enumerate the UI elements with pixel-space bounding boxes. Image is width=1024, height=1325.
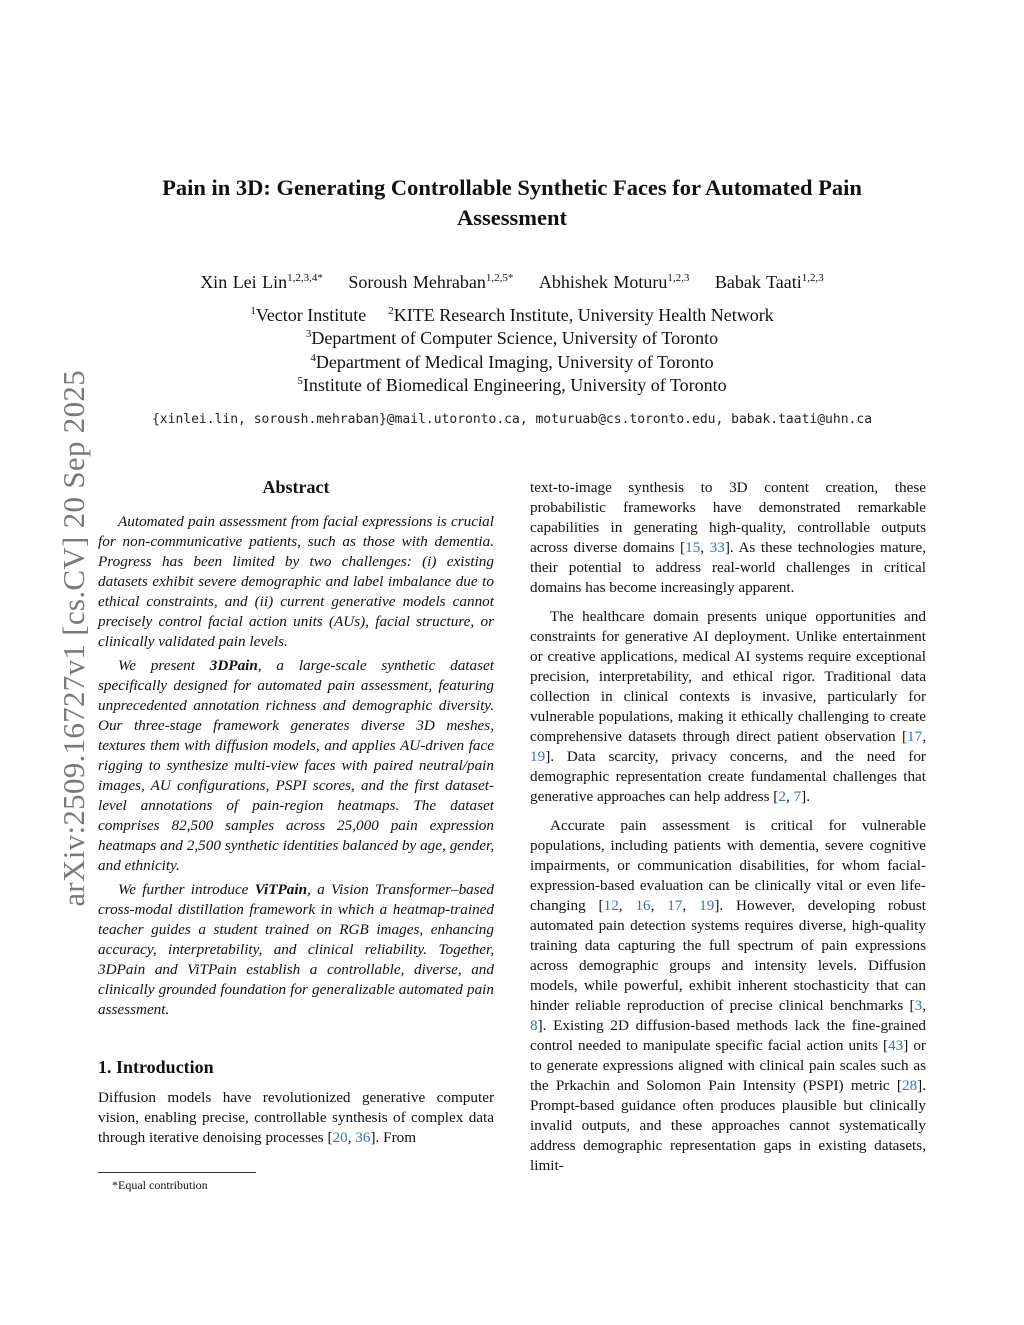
text-run: ]. From bbox=[370, 1129, 417, 1146]
text-run: , a large-scale synthetic dataset specifically designed for automated pain assessment, featuring unprecedented annotation richness and demographic diversity. Our three-stage framework generates diverse 3D meshes, textures them with diffusion models, and applies AU-driven face rigging to synthesize multi-view faces with paired neutral/pain images, AU configurations, PSPI scores, and the first dataset-level annotations of pain-region heatmaps. The dataset comprises 82,500 samples across 25,000 pain expression heatmaps and 2,500 synthetic identities balanced by age, gender, and ethnicity. bbox=[98, 657, 494, 874]
text-run: , bbox=[785, 788, 794, 805]
citation-link[interactable]: 43 bbox=[888, 1037, 904, 1054]
text-run: , bbox=[618, 897, 636, 914]
citation-link[interactable]: 36 bbox=[355, 1129, 371, 1146]
citation-link[interactable]: 12 bbox=[603, 897, 619, 914]
author-name: Xin Lei Lin bbox=[200, 272, 288, 292]
left-column bbox=[98, 476, 494, 1157]
text-run: Diffusion models have revolutionized generative computer vision, enabling precise, controllable synthesis of complex data through iterative denoising processes [ bbox=[98, 1089, 494, 1146]
text-run: text-to-image synthesis to 3D content creation, these probabilistic frameworks have demonstrated remarkable capabilities in generating high-quality, controllable outputs across diverse domains [ bbox=[530, 479, 926, 556]
affiliation-line-4 bbox=[0, 374, 1024, 397]
author-affiliation-marks: 1,2,5* bbox=[485, 272, 514, 284]
author-name: Soroush Mehraban bbox=[348, 272, 486, 292]
author-name: Babak Taati bbox=[714, 272, 802, 292]
citation-link[interactable]: 8 bbox=[530, 1017, 538, 1034]
citation-link[interactable]: 2 bbox=[778, 788, 786, 805]
affiliation-1: Vector Institute bbox=[255, 305, 367, 325]
text-run: ]. Prompt-based guidance often produces plausible but clinically invalid outputs, and these approaches cannot systematically address demographic representation gaps in existing datasets, limit- bbox=[530, 1077, 926, 1174]
text-run: We further introduce bbox=[118, 881, 255, 898]
affiliation-line-2 bbox=[0, 327, 1024, 350]
method-name: ViTPain bbox=[254, 881, 308, 898]
text-run: ]. Data scarcity, privacy concerns, and the need for demographic representation create fundamental challenges that generative approaches can help address [ bbox=[530, 748, 926, 805]
author-emails: {xinlei.lin, soroush.mehraban}@mail.utoronto.ca, moturuab@cs.toronto.edu, babak.taati@uhn.ca bbox=[151, 412, 873, 427]
text-run: , bbox=[922, 728, 926, 745]
section-heading-introduction: 1. Introduction bbox=[98, 1057, 214, 1077]
citation-link[interactable]: 33 bbox=[709, 539, 725, 556]
affiliation-line-3 bbox=[0, 351, 1024, 374]
arxiv-identifier: arXiv:2509.16727v1 [cs.CV] 20 Sep 2025 bbox=[56, 370, 91, 907]
author-2 bbox=[348, 272, 513, 292]
text-run: ]. As these technologies mature, their potential to address real-world challenges in critical domains has become increasingly apparent. bbox=[530, 539, 927, 596]
citation-link[interactable]: 19 bbox=[530, 748, 546, 765]
text-run: Accurate pain assessment is critical for vulnerable populations, including patients with dementia, severe cognitive impairments, or communication disabilities, for whom facial-expression-based evaluation can be clinically vital or even life-changing [ bbox=[530, 817, 926, 914]
affiliation-mark: 3 bbox=[305, 328, 312, 341]
text-run: , bbox=[922, 997, 926, 1014]
author-affiliation-marks: 1,2,3 bbox=[801, 272, 824, 284]
affiliations bbox=[0, 304, 1024, 397]
right-column bbox=[530, 478, 926, 1185]
text-run: , bbox=[700, 539, 710, 556]
title-line-1: Pain in 3D: Generating Controllable Synthetic Faces for Automated Pain bbox=[162, 175, 862, 200]
affiliation-2: KITE Research Institute, University Health Network bbox=[393, 305, 774, 325]
abstract-paragraph-1: Automated pain assessment from facial expressions is crucial for non-communicative patients, such as those with dementia. Progress has been limited by two challenges: (i) existing datasets exhibit severe demographic and label imbalance due to ethical constraints, and (ii) current generative models cannot precisely control facial action units (AUs), facial structure, or clinically validated pain levels. bbox=[98, 513, 494, 650]
body-paragraph-3 bbox=[530, 816, 926, 1176]
author-list bbox=[0, 270, 1024, 294]
citation-link[interactable]: 15 bbox=[685, 539, 701, 556]
author-affiliation-marks: 1,2,3,4* bbox=[287, 272, 323, 284]
footnote-rule bbox=[98, 1172, 256, 1173]
text-run: We present bbox=[118, 657, 210, 674]
body-paragraph-2 bbox=[530, 607, 926, 807]
abstract-paragraph-2 bbox=[98, 656, 494, 876]
affiliation-line-1 bbox=[0, 304, 1024, 327]
abstract-heading: Abstract bbox=[262, 477, 330, 497]
citation-link[interactable]: 7 bbox=[793, 788, 802, 805]
affiliation-3: Department of Computer Science, University of Toronto bbox=[311, 328, 719, 349]
affiliation-mark: 2 bbox=[388, 305, 394, 317]
text-run: ]. Existing 2D diffusion-based methods lack the fine-grained control needed to manipulate specific facial action units [ bbox=[530, 1017, 926, 1054]
citation-link[interactable]: 16 bbox=[635, 897, 651, 914]
paper-title bbox=[0, 173, 1024, 233]
author-name: Abhishek Moturu bbox=[538, 272, 668, 292]
citation-link[interactable]: 17 bbox=[667, 897, 683, 914]
text-run: ]. bbox=[801, 788, 811, 805]
body-paragraph-1 bbox=[530, 478, 926, 598]
text-run: , bbox=[682, 897, 700, 914]
text-run: , a Vision Transformer–based cross-modal distillation framework in which a heatmap-trained teacher guides a student trained on RGB images, enhancing accuracy, interpretability, and clinical reliability. Together, 3DPain and ViTPain establish a controllable, diverse, and clinically grounded foundation for generalizable automated pain assessment. bbox=[98, 881, 494, 1018]
author-4 bbox=[715, 272, 824, 292]
abstract-paragraph-3 bbox=[98, 880, 494, 1020]
citation-link[interactable]: 20 bbox=[332, 1129, 348, 1146]
text-run: ]. However, developing robust automated pain detection systems requires diverse, high-quality training data capturing the full spectrum of pain expressions across demographic groups and intensity levels. Diffusion models, while powerful, exhibit inherent stochasticity that can hinder reliable reproduction of precise clinical benchmarks [ bbox=[530, 897, 927, 1014]
affiliation-mark: 5 bbox=[297, 374, 303, 387]
title-line-2: Assessment bbox=[457, 205, 567, 230]
citation-link[interactable]: 17 bbox=[907, 728, 923, 745]
dataset-name: 3DPain bbox=[209, 657, 258, 674]
affiliation-5: Institute of Biomedical Engineering, University of Toronto bbox=[302, 374, 727, 395]
citation-link[interactable]: 19 bbox=[699, 897, 715, 914]
citation-link[interactable]: 28 bbox=[901, 1077, 918, 1094]
footnote-equal-contribution: *Equal contribution bbox=[112, 1178, 208, 1192]
citation-link[interactable]: 3 bbox=[914, 997, 923, 1014]
affiliation-mark: 1 bbox=[250, 305, 256, 317]
text-run: , bbox=[347, 1129, 356, 1146]
text-run: The healthcare domain presents unique opportunities and constraints for generative AI deployment. Unlike entertainment or creative applications, medical AI systems require exceptional precision, interpretability, and ethical rigor. Traditional data collection in clinical contexts is invasive, particularly for vulnerable populations, making it ethically challenging to create comprehensive datasets through direct patient observation [ bbox=[530, 608, 926, 745]
intro-paragraph-1 bbox=[98, 1088, 494, 1148]
affiliation-4: Department of Medical Imaging, University of Toronto bbox=[315, 351, 714, 372]
author-affiliation-marks: 1,2,3 bbox=[667, 272, 690, 284]
text-run: ] or to generate expressions aligned with clinical pain scales such as the Prkachin and Solomon Pain Intensity (PSPI) metric [ bbox=[530, 1037, 926, 1094]
author-1 bbox=[200, 272, 323, 292]
text-run: , bbox=[650, 897, 668, 914]
affiliation-mark: 4 bbox=[310, 351, 316, 364]
author-3 bbox=[539, 272, 690, 292]
